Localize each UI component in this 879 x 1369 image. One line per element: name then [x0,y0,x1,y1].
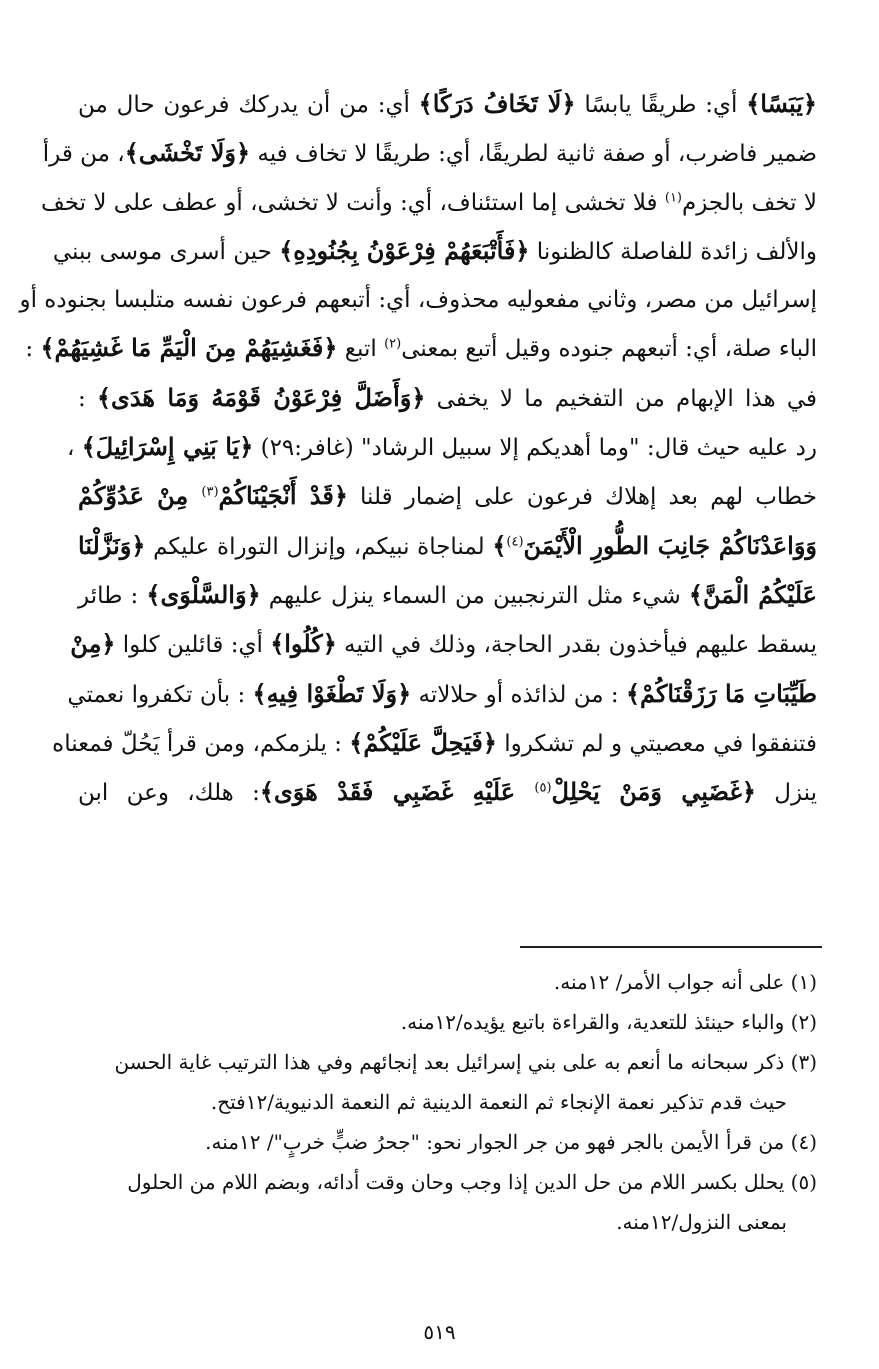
commentary-text: في هذا الإبهام من التفخيم ما لا يخفى [425,385,817,412]
text-line [41,179,817,227]
quran-quote: مِنْ عَدُوِّكُمْ [78,481,202,511]
quran-quote: ﴿فَغَشِيَهُمْ مِنَ الْيَمِّ مَا غَشِيَهُمْ﴾ [40,333,338,363]
commentary-text: أي: من أن يدركك فرعون حال من [78,92,419,118]
text-line [78,80,817,129]
quran-quote: ﴿يَا بَنِي إِسْرَائِيلَ﴾ [81,432,254,462]
commentary-text: : هلك، وعن ابن [78,780,260,807]
footnote-3: (٣) ذكر سبحانه ما أنعم به على بني إسرائيل بعد إنجائهم وفي هذا الترتيب غاية الحسن [114,1050,817,1074]
text-line [42,129,817,178]
text-line [70,620,817,669]
footnote-ref[interactable]: (٣) [201,484,219,500]
quran-quote: ﴿غَضَبِي وَمَنْ يَحْلِلْ [551,777,756,807]
commentary-text: والألف زائدة للفاصلة كالظنونا [529,238,817,265]
text-line [19,276,817,324]
footnotes [78,962,817,1242]
quran-quote: طَيِّبَاتِ مَا رَزَقْنَاكُمْ﴾ [625,678,817,708]
quran-quote: ﴿وَالسَّلْوَى﴾ [146,579,261,609]
commentary-text: لا تخف بالجزم [682,189,817,216]
quran-quote: ﴿لَا تَخَافُ دَرَكًا﴾ [418,89,576,118]
quran-quote: ﴿مِنْ [70,629,116,659]
commentary-text: حين أسرى موسى ببني [52,238,280,265]
commentary-text: أي: طريقًا يابسًا [575,92,747,118]
text-line [78,374,817,423]
footnote-divider [520,946,822,948]
commentary-text: : بأن تكفروا نعمتي [67,681,253,708]
text-line [25,324,817,373]
footnote-5-continued: بمعنى النزول/١٢منه. [616,1210,787,1234]
text-line [67,423,817,472]
text-line [67,670,817,719]
footnote-1: (١) على أنه جواب الأمر/ ١٢منه. [553,970,817,994]
text-line [78,472,817,521]
quran-quote: ﴿وَلَا تَخْشَى﴾ [124,138,251,168]
quran-quote: ﴿وَنَزَّلْنَا [78,530,146,560]
commentary-text: الباء صلة، أي: أتبعهم جنوده وقيل أتبع بمعنى [401,336,817,363]
quran-quote: ﴿فَأَتْبَعَهُمْ فِرْعَوْنُ بِجُنُودِهِ﴾ [279,235,530,265]
commentary-text: فلا تخشى إما استئناف، أي: وأنت لا تخشى، أو عطف على لا تخف [41,189,665,216]
commentary-text: : [25,336,41,363]
text-line [78,768,817,817]
main-text [19,80,818,817]
commentary-text: لمناجاة نبيكم، وإنزال التوراة عليكم [145,533,493,560]
commentary-text: اتبع [337,336,385,363]
commentary-text: خطاب لهم بعد إهلاك فرعون على إضمار قلنا [347,484,818,511]
text-line [78,522,817,571]
commentary-text: ، من قرأ [42,141,125,168]
commentary-text: شيء مثل الترنجبين من السماء ينزل عليهم [260,582,689,609]
quran-quote: ﴿قَدْ أَنْجَيْنَاكُمْ [218,481,348,511]
commentary-text: : طائر [78,582,147,609]
commentary-text: رد عليه حيث قال: "وما أهديكم إلا سبيل الرشاد" (غافر:٢٩) [253,435,817,462]
quran-quote: ﴿كُلُوا﴾ [270,629,337,659]
quran-quote: ﴿يَبَسًا﴾ [746,89,817,118]
footnote-ref[interactable]: (٢) [384,336,402,352]
quran-quote: ﴿فَيَحِلَّ عَلَيْكُمْ﴾ [349,727,497,757]
commentary-text: ، [67,435,82,462]
commentary-text: : من لذائذه أو حلالاته [411,681,626,708]
footnote-ref[interactable]: (١) [664,189,682,205]
commentary-text: إسرائيل من مصر، وثاني مفعوليه محذوف، أي: أتبعهم فرعون نفسه متلبسا بجنوده أو [19,287,817,314]
commentary-text: : [78,385,97,412]
footnote-ref[interactable]: (٤) [506,534,524,550]
text-line [52,719,817,768]
commentary-text: يسقط عليهم فيأخذون بقدر الحاجة، وذلك في التيه [336,632,817,659]
footnote-2: (٢) والباء حينئذ للتعدية، والقراءة باتبع يؤيده/١٢منه. [400,1010,817,1034]
quran-quote: عَلَيْهِ غَضَبِي فَقَدْ هَوَى﴾ [259,777,535,807]
commentary-text: فتنفقوا في معصيتي و لم تشكروا [496,730,817,757]
commentary-text: أي: قائلين كلوا [115,632,271,659]
commentary-text: ينزل [755,780,817,807]
quran-quote: ﴾ [492,530,507,560]
quran-quote: وَوَاعَدْنَاكُمْ جَانِبَ الطُّورِ الْأَيْمَنَ [523,530,817,560]
page-number: ٥١٩ [423,1320,456,1344]
quran-quote: ﴿وَلَا تَطْغَوْا فِيهِ﴾ [252,678,412,708]
text-line [52,227,817,276]
quran-quote: ﴿وَأَضَلَّ فِرْعَوْنُ قَوْمَهُ وَمَا هَدَى﴾ [96,382,426,412]
footnote-5: (٥) يحلل بكسر اللام من حل الدين إذا وجب وحان وقت أدائه، وبضم اللام من الحلول [127,1170,817,1194]
footnote-4: (٤) من قرأ الأيمن بالجر فهو من جر الجوار نحو: "جحرُ ضبٍّ خربٍ"/ ١٢منه. [205,1130,817,1154]
commentary-text: ضمير فاضرب، أو صفة ثانية لطريقًا، أي: طريقًا لا تخاف فيه [250,141,817,168]
footnote-ref[interactable]: (٥) [534,780,552,796]
quran-quote: عَلَيْكُمُ الْمَنَّ﴾ [688,579,818,609]
footnote-3-continued: حيث قدم تذكير نعمة الإنجاء ثم النعمة الدينية ثم النعمة الدنيوية/١٢فتح. [210,1090,787,1114]
commentary-text: : يلزمكم، ومن قرأ يَحُلّ فمعناه [52,730,350,757]
text-line [78,571,817,620]
